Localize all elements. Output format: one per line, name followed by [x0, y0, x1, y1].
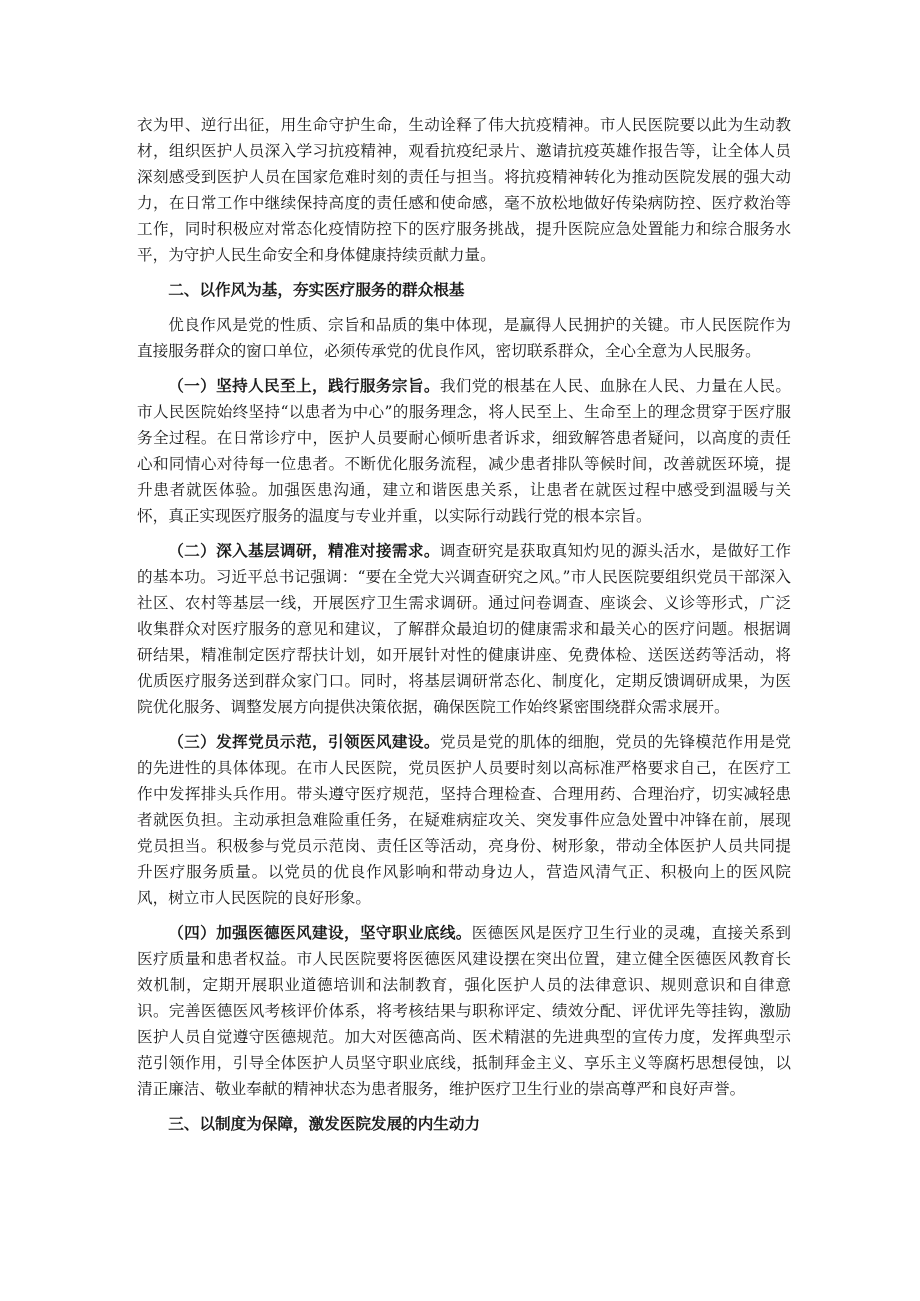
- subsection-4: [137, 920, 791, 1102]
- subsection-3: [137, 729, 791, 911]
- document-page: [137, 112, 791, 1146]
- paragraph-style-intro: 优良作风是党的性质、宗旨和品质的集中体现，是赢得人民拥护的关键。市人民医院作为直接服务群众的窗口单位，必须传承党的优良作风，密切联系群众，全心全意为人民服务。: [137, 316, 791, 360]
- section-heading-3: 三、以制度为保障，激发医院发展的内生动力: [168, 1114, 481, 1133]
- subsection-4-title: （四）加强医德医风建设，坚守职业底线。: [168, 923, 472, 942]
- subsection-1-title: （一）坚持人民至上，践行服务宗旨。: [168, 376, 440, 395]
- subsection-3-body: 党员是党的肌体的细胞，党员的先锋模范作用是党的先进性的具体体现。在市人民医院，党员医护人员要时刻以高标准严格要求自己，在医疗工作中发挥排头兵作用。带头遵守医疗规范，坚持合理检查、合理用药、合理治疗，切实减轻患者就医负担。主动承担急难险重任务，在疑难病症攻关、突发事件应急处置中冲锋在前，展现党员担当。积极参与党员示范岗、责任区等活动，亮身份、树形象，带动全体医护人员共同提升医疗服务质量。以党员的优良作风影响和带动身边人，营造风清气正、积极向上的医风院风，树立市人民医院的良好形象。: [137, 733, 791, 907]
- subsection-3-title: （三）发挥党员示范，引领医风建设。: [168, 732, 440, 751]
- subsection-4-body: 医德医风是医疗卫生行业的灵魂，直接关系到医疗质量和患者权益。市人民医院要将医德医风建设摆在突出位置，建立健全医德医风教育长效机制，定期开展职业道德培训和法制教育，强化医护人员的法律意识、规则意识和自律意识。完善医德医风考核评价体系，将考核结果与职称评定、绩效分配、评优评先等挂钩，激励医护人员自觉遵守医德规范。加大对医德高尚、医术精湛的先进典型的宣传力度，发挥典型示范引领作用，引导全体医护人员坚守职业底线，抵制拜金主义、享乐主义等腐朽思想侵蚀，以清正廉洁、敬业奉献的精神状态为患者服务，维护医疗卫生行业的崇高尊严和良好声誉。: [137, 924, 791, 1098]
- subsection-2: [137, 538, 791, 720]
- section-heading-2: 二、以作风为基，夯实医疗服务的群众根基: [168, 280, 465, 299]
- subsection-2-body: 调查研究是获取真知灼见的源头活水，是做好工作的基本功。习近平总书记强调：“要在全党大兴调查研究之风。”市人民医院要组织党员干部深入社区、农村等基层一线，开展医疗卫生需求调研。通过问卷调查、座谈会、义诊等形式，广泛收集群众对医疗服务的意见和建议，了解群众最迫切的健康需求和最关心的医疗问题。根据调研结果，精准制定医疗帮扶计划，如开展针对性的健康讲座、免费体检、送医送药等活动，将优质医疗服务送到群众家门口。同时，将基层调研常态化、制度化，定期反馈调研成果，为医院优化服务、调整发展方向提供决策依据，确保医院工作始终紧密围绕群众需求展开。: [137, 542, 791, 716]
- subsection-1-body: 我们党的根基在人民、血脉在人民、力量在人民。市人民医院始终坚持“以患者为中心”的服务理念，将人民至上、生命至上的理念贯穿于医疗服务全过程。在日常诊疗中，医护人员要耐心倾听患者诉求，细致解答患者疑问，以高度的责任心和同情心对待每一位患者。不断优化服务流程，减少患者排队等候时间，改善就医环境，提升患者就医体验。加强医患沟通，建立和谐医患关系，让患者在就医过程中感受到温暖与关怀，真正实现医疗服务的温度与专业并重，以实际行动践行党的根本宗旨。: [137, 377, 791, 525]
- subsection-1: [137, 373, 791, 529]
- subsection-2-title: （二）深入基层调研，精准对接需求。: [168, 541, 440, 560]
- paragraph-anti-epidemic-spirit: 衣为甲、逆行出征，用生命守护生命，生动诠释了伟大抗疫精神。市人民医院要以此为生动教材，组织医护人员深入学习抗疫精神，观看抗疫纪录片、邀请抗疫英雄作报告等，让全体人员深刻感受到医护人员在国家危难时刻的责任与担当。将抗疫精神转化为推动医院发展的强大动力，在日常工作中继续保持高度的责任感和使命感，毫不放松地做好传染病防控、医疗救治等工作，同时积极应对常态化疫情防控下的医疗服务挑战，提升医院应急处置能力和综合服务水平，为守护人民生命安全和身体健康持续贡献力量。: [137, 116, 791, 264]
